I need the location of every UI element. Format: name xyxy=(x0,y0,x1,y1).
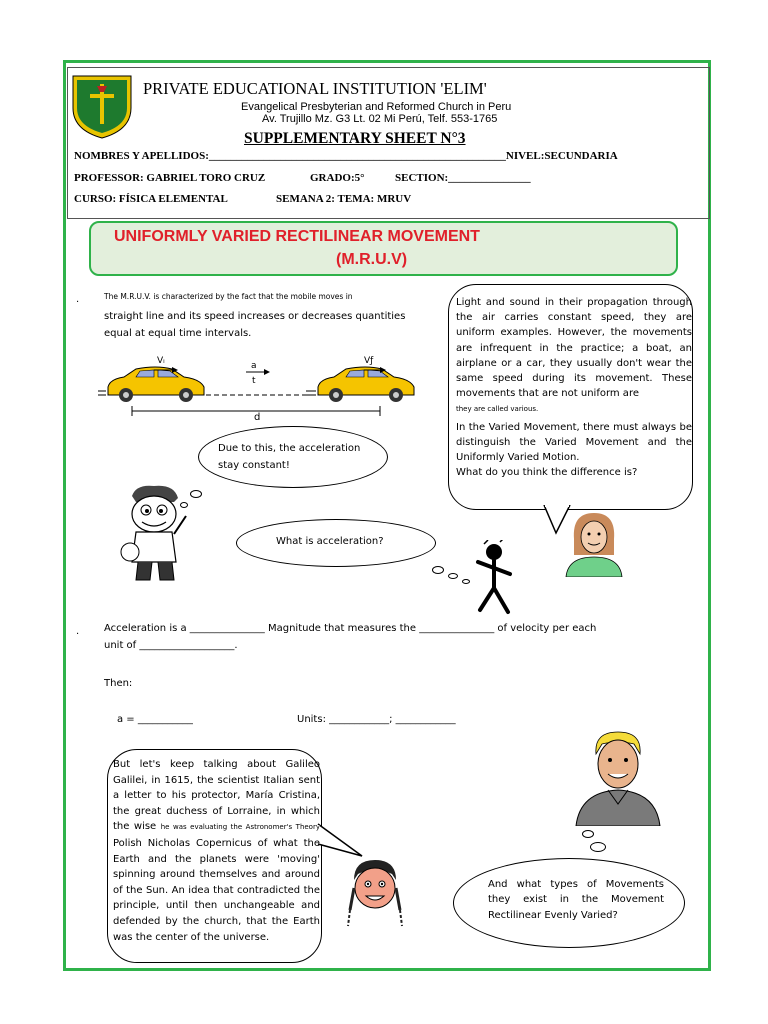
galileo-small: he was evaluating the Astronomer's Theory xyxy=(160,823,320,832)
vf-label: Vƒ xyxy=(364,356,374,366)
church-name: Evangelical Presbyterian and Reformed Church in Peru xyxy=(241,101,512,113)
thought-dot xyxy=(582,830,594,838)
car-left-icon xyxy=(98,367,204,402)
intro-text-rest: straight line and its speed increases or decreases quantities equal at equal time intervals. xyxy=(104,311,406,339)
speech-right-p2: In the Varied Movement, there must always be distinguish the Varied Movement and the Uniformly Varied Motion. xyxy=(456,421,692,464)
galileo-part2: Polish Nicholas Copernicus of what the Earth and the planets were 'moving' spinning around themselves and around of the Sun. An idea that contradicted the principle, until then unchangeable and defended by the church, that the Earth was the center of the universe. xyxy=(113,837,320,943)
fill-line1: Acceleration is a _______________ Magnitude that measures the _______________ of velocity per each xyxy=(104,623,597,634)
cloud-question-text: What is acceleration? xyxy=(276,536,384,547)
speech-right-text xyxy=(456,295,692,480)
title-line1: UNIFORMLY VARIED RECTILINEAR MOVEMENT xyxy=(114,228,480,245)
girl-avatar-icon xyxy=(560,509,628,577)
formula-field[interactable]: a = ___________ xyxy=(117,714,193,725)
names-field: NOMBRES Y APELLIDOS:______________________________________________________NIVEL:SECUNDARIA xyxy=(74,150,618,162)
cloud-acceleration-text: Due to this, the acceleration stay constant! xyxy=(218,443,361,471)
course-label: CURSO: FÍSICA ELEMENTAL xyxy=(74,193,228,205)
thought-dot xyxy=(448,573,458,579)
galileo-part1: But let's keep talking about Galileo Galilei, in 1615, the scientist Italian sent a letter to his protector, María Cristina, the great duchess of Lorraine, in which the wise xyxy=(113,759,320,833)
section-field: SECTION:_______________ xyxy=(395,172,531,184)
girl-braids-icon xyxy=(346,858,404,930)
then-label: Then: xyxy=(104,678,133,689)
cloud-types-text: And what types of Movements they exist in the Movement Rectilinear Evenly Varied? xyxy=(488,879,664,921)
sheet-title: SUPPLEMENTARY SHEET N°3 xyxy=(244,130,466,147)
intro-bullet: . xyxy=(76,294,80,305)
thought-dot xyxy=(590,842,606,852)
professor-label: PROFESSOR: GABRIEL TORO CRUZ xyxy=(74,172,266,184)
units-field[interactable]: Units: ____________; ____________ xyxy=(297,714,456,725)
intro-text-first: The M.R.U.V. is characterized by the fact that the mobile moves in xyxy=(104,292,353,301)
a-label: a xyxy=(251,361,257,371)
title-line2: (M.R.U.V) xyxy=(336,251,408,268)
address: Av. Trujillo Mz. G3 Lt. 02 Mi Perú, Telf. 553-1765 xyxy=(262,113,498,125)
speech-tail-galileo xyxy=(316,820,366,860)
school-shield-logo xyxy=(71,72,133,140)
car-right-icon xyxy=(306,367,414,402)
vi-label: Vᵢ xyxy=(157,356,165,366)
fill-line2: unit of ___________________. xyxy=(104,640,238,651)
grade-label: GRADO:5° xyxy=(310,172,365,184)
galileo-text xyxy=(113,757,320,961)
speech-right-p1: Light and sound in their propagation through the air carries constant speed, they are uniform examples. However, the movements are infrequent in the practice; a boat, an airplane or a car, they usually don't wear the same speed during its movement. These movements that are not uniform are xyxy=(456,297,692,400)
d-label: d xyxy=(254,412,261,423)
t-label: t xyxy=(252,376,256,386)
week-topic-label: SEMANA 2: TEMA: MRUV xyxy=(276,193,412,205)
boy-cartoon-icon xyxy=(114,482,196,584)
fill-bullet: . xyxy=(76,626,80,637)
thought-dot xyxy=(432,566,444,574)
thought-dot xyxy=(462,579,470,584)
speech-right-p1-small: they are called various. xyxy=(456,405,539,414)
blond-boy-icon xyxy=(572,730,664,826)
stick-figure-icon xyxy=(470,540,520,620)
speech-right-p3: What do you think the difference is? xyxy=(456,467,638,479)
institution-name: PRIVATE EDUCATIONAL INSTITUTION 'ELIM' xyxy=(143,79,487,98)
